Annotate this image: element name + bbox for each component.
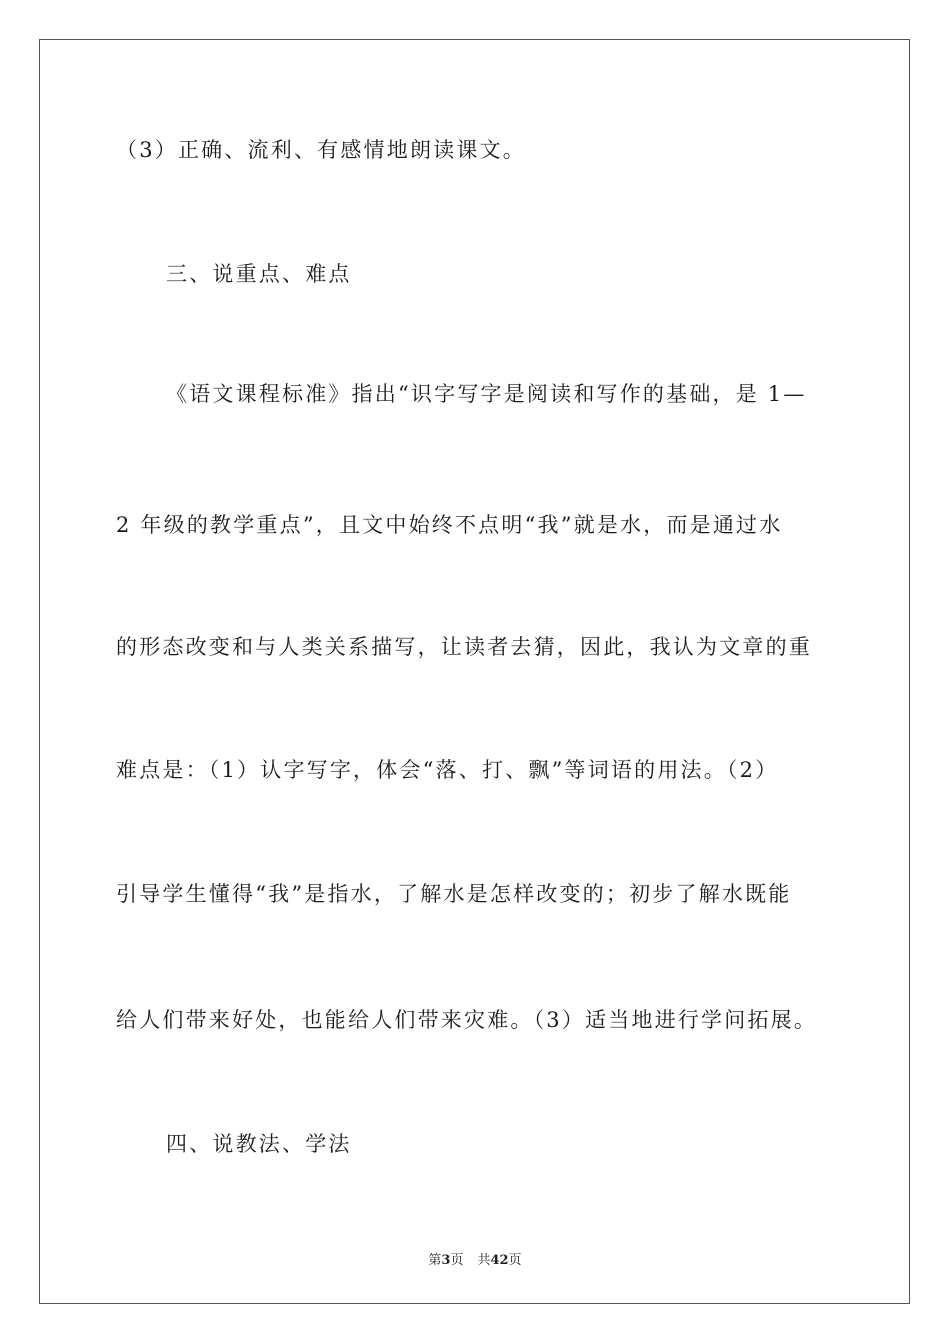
text-line-5: 的形态改变和与人类关系描写，让读者去猜，因此，我认为文章的重 [116, 635, 812, 659]
text-line-4: 2 年级的教学重点”，且文中始终不点明“我”就是水，而是通过水 [116, 513, 783, 537]
footer-total-prefix: 共 [477, 1253, 491, 1268]
page-footer [0, 1249, 950, 1268]
footer-total-pages: 42 [490, 1253, 509, 1268]
text-line-7: 引导学生懂得“我”是指水，了解水是怎样改变的；初步了解水既能 [116, 882, 792, 906]
footer-page-number: 3 [441, 1253, 451, 1268]
footer-total-suffix: 页 [508, 1253, 522, 1268]
section-heading-4: 四、说教法、学法 [166, 1132, 352, 1156]
footer-page-prefix: 第 [428, 1253, 442, 1268]
page-border [39, 39, 910, 1304]
text-line-8: 给人们带来好处，也能给人们带来灾难。（3）适当地进行学问拓展。 [116, 1008, 818, 1032]
text-line-6: 难点是：（1）认字写字，体会“落、打、飘”等词语的用法。（2） [116, 758, 779, 782]
footer-page-suffix: 页 [450, 1253, 464, 1268]
section-heading-3: 三、说重点、难点 [166, 262, 352, 286]
text-line-1: （3）正确、流利、有感情地朗读课文。 [116, 138, 526, 162]
text-line-3: 《语文课程标准》指出“识字写字是阅读和写作的基础，是 1— [166, 382, 807, 406]
